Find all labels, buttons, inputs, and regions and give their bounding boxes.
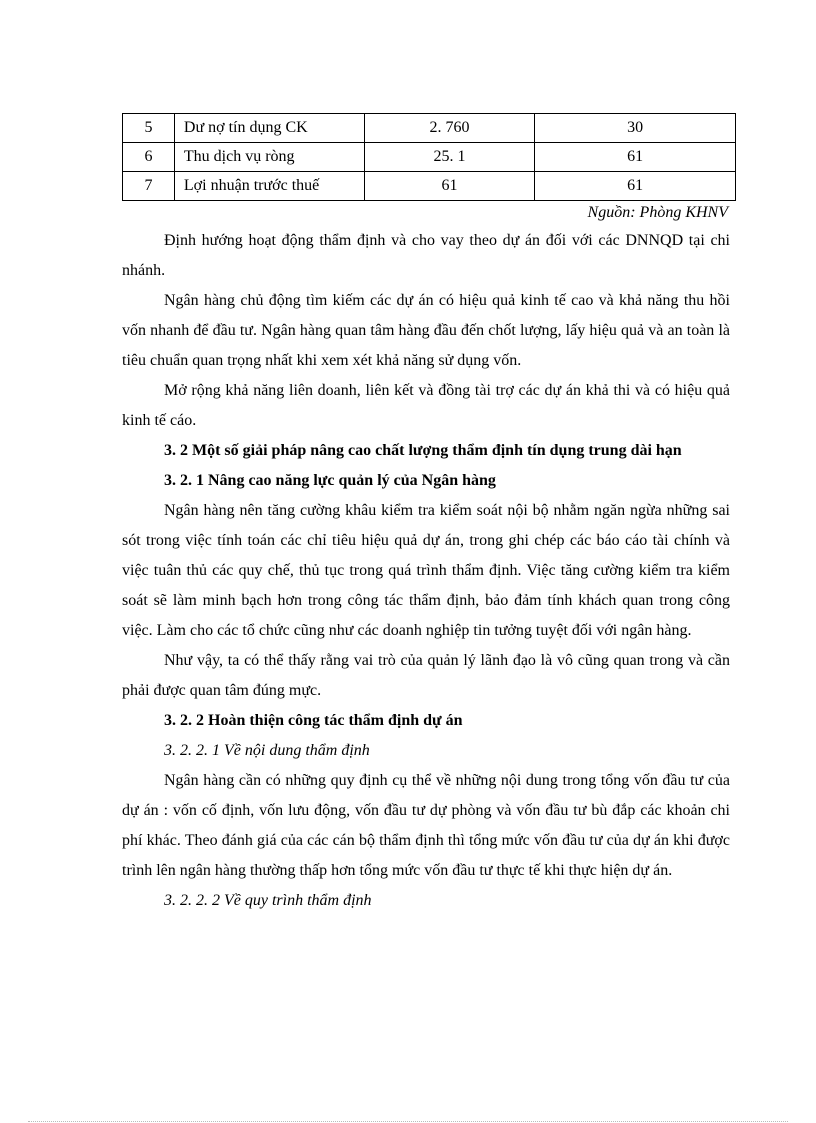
row-number: 7 [123,172,175,201]
table-row [123,172,736,201]
paragraph: Như vậy, ta có thể thấy rằng vai trò của quản lý lãnh đạo là vô cũng quan trong và cần phải được quan tâm đúng mực. [122,652,730,699]
paragraph: Định hướng hoạt động thẩm định và cho vay theo dự án đối với các DNNQD tại chi nhánh. [122,232,730,279]
row-number: 5 [123,114,175,143]
row-value-2: 61 [535,172,736,201]
row-label: Dư nợ tín dụng CK [174,114,364,143]
paragraph: Ngân hàng cần có những quy định cụ thể về những nội dung trong tổng vốn đầu tư của dự án : vốn cố định, vốn lưu động, vốn đầu tư dự phòng và vốn đầu tư bù đắp các khoản chi phí khác. Theo đánh giá của các cán bộ thẩm định thì tổng mức vốn đầu tư của dự án khi được trình lên ngân hàng thường thấp hơn tổng mức vốn đầu tư thực tế khi thực hiện dự án. [122,772,730,879]
subsubsection-heading: 3. 2. 2. 2 Về quy trình thẩm định [164,892,372,909]
body-text [122,226,730,916]
subsubsection-heading: 3. 2. 2. 1 Về nội dung thẩm định [164,742,370,759]
data-table [122,113,736,201]
paragraph: Ngân hàng nên tăng cường khâu kiểm tra kiểm soát nội bộ nhằm ngăn ngừa những sai sót trong việc tính toán các chỉ tiêu hiệu quả dự án, trong ghi chép các báo cáo tài chính và việc tuân thủ các quy chế, thủ tục trong quá trình thẩm định. Việc tăng cường kiểm tra kiểm soát sẽ làm minh bạch hơn trong công tác thẩm định, bảo đảm tính khách quan trong công việc. Làm cho các tổ chức cũng như các doanh nghiệp tin tưởng tuyệt đối với ngân hàng. [122,502,730,639]
paragraph: Mở rộng khả năng liên doanh, liên kết và đồng tài trợ các dự án khả thi và có hiệu quả kinh tế cáo. [122,382,730,429]
footer-divider [28,1121,788,1122]
table-row [123,114,736,143]
subsection-heading: 3. 2. 1 Nâng cao năng lực quản lý của Ngân hàng [164,472,496,489]
row-value-1: 25. 1 [364,143,535,172]
row-value-2: 30 [535,114,736,143]
row-value-1: 2. 760 [364,114,535,143]
section-heading: 3. 2 Một số giải pháp nâng cao chất lượng thẩm định tín dụng trung dài hạn [164,442,682,459]
paragraph: Ngân hàng chủ động tìm kiếm các dự án có hiệu quả kinh tế cao và khả năng thu hồi vốn nhanh để đầu tư. Ngân hàng quan tâm hàng đầu đến chốt lượng, lấy hiệu quả và an toàn là tiêu chuẩn quan trọng nhất khi xem xét khả năng sử dụng vốn. [122,292,730,369]
row-label: Lợi nhuận trước thuế [174,172,364,201]
row-value-2: 61 [535,143,736,172]
source-note: Nguồn: Phòng KHNV [587,204,728,221]
table-row [123,143,736,172]
row-value-1: 61 [364,172,535,201]
row-number: 6 [123,143,175,172]
subsection-heading: 3. 2. 2 Hoàn thiện công tác thẩm định dự án [164,712,463,729]
row-label: Thu dịch vụ ròng [174,143,364,172]
